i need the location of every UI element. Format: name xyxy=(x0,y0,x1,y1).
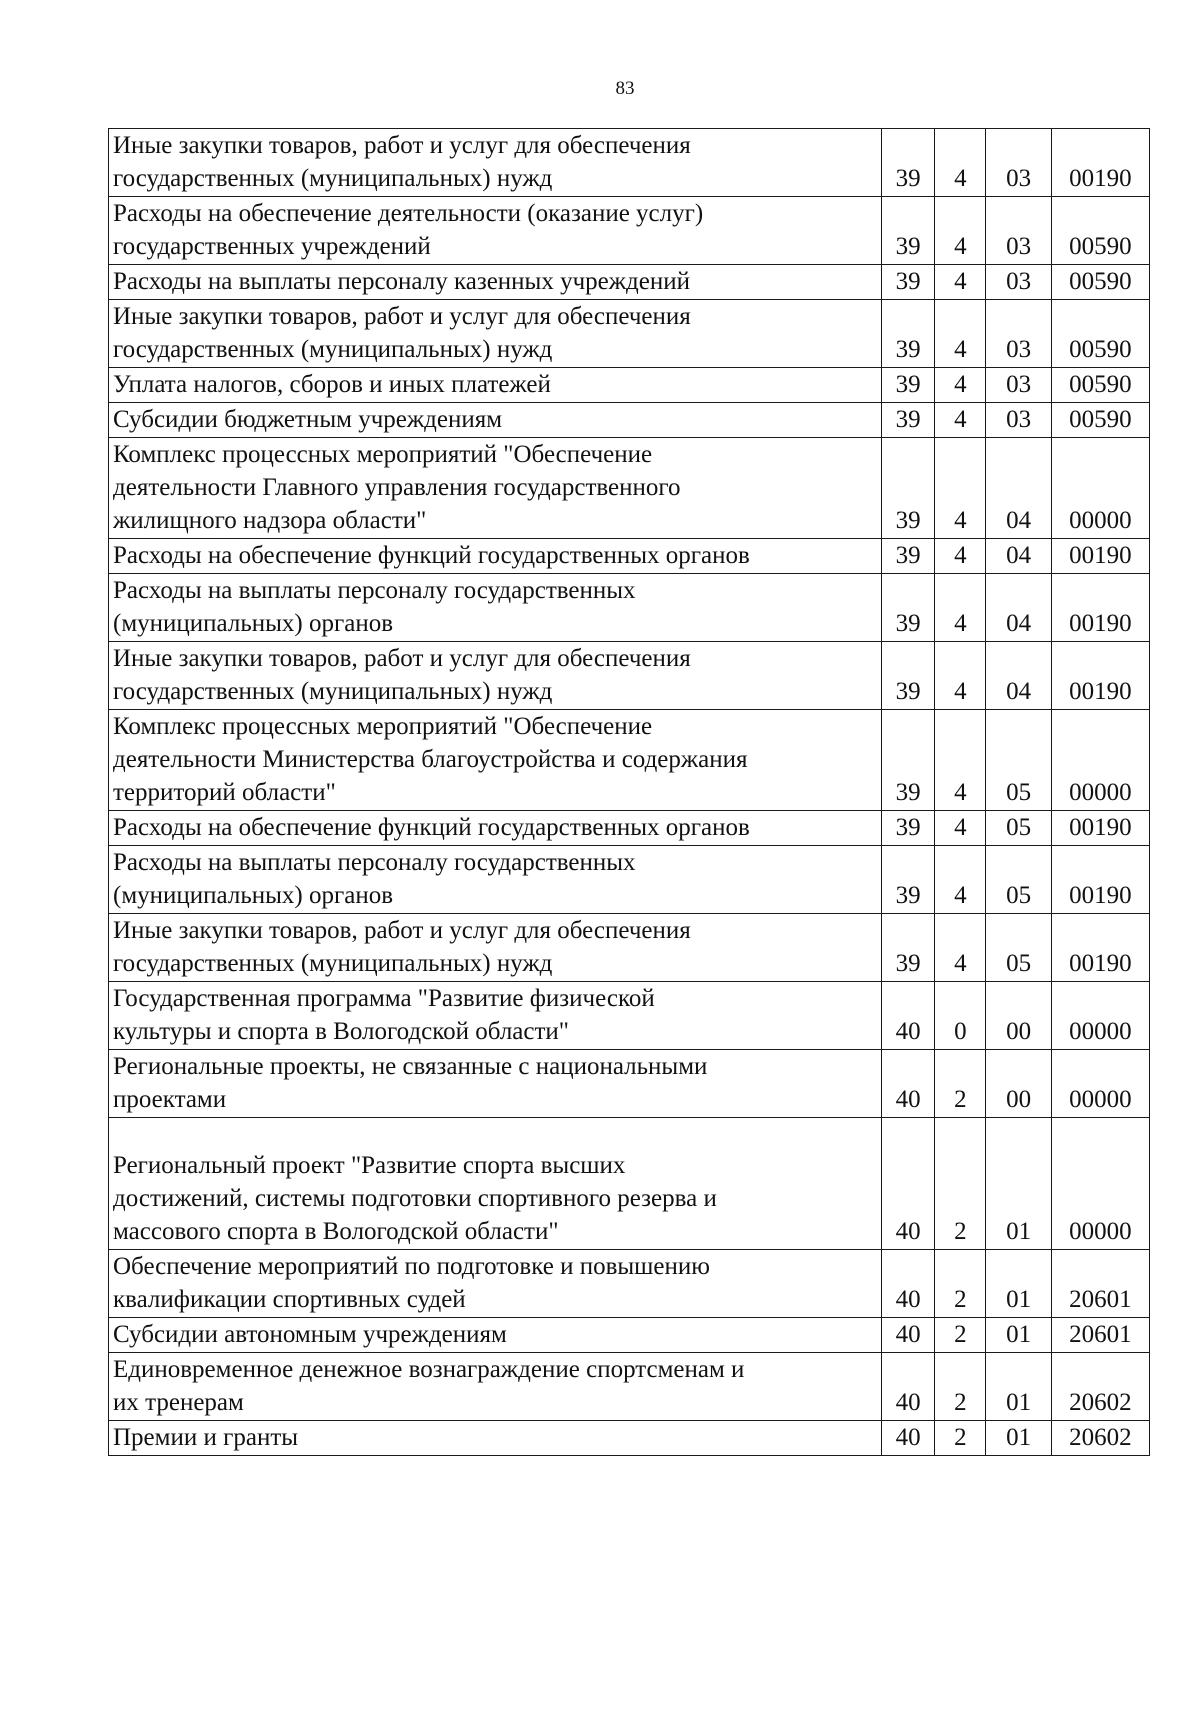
table-row xyxy=(109,642,1150,710)
table-row xyxy=(109,1118,1150,1250)
expense-name-cell: Уплата налогов, сборов и иных платежей xyxy=(109,368,882,403)
subprogram-code-cell: 4 xyxy=(935,368,986,403)
program-code-cell: 39 xyxy=(882,710,935,811)
section-code-cell: 00 xyxy=(986,1050,1051,1118)
section-code-cell: 00 xyxy=(986,982,1051,1050)
expense-name-cell: Расходы на обеспечение деятельности (оказание услуг) государственных учреждений xyxy=(109,197,882,265)
section-code-cell: 03 xyxy=(986,129,1051,197)
table-row xyxy=(109,1050,1150,1118)
section-code-cell: 05 xyxy=(986,914,1051,982)
section-code-cell: 01 xyxy=(986,1250,1051,1318)
program-code-cell: 39 xyxy=(882,197,935,265)
budget-classification-table xyxy=(108,128,1150,1456)
expense-name-cell: Расходы на выплаты персоналу государственных (муниципальных) органов xyxy=(109,574,882,642)
program-code-cell: 40 xyxy=(882,982,935,1050)
direction-code-cell: 00000 xyxy=(1051,1050,1149,1118)
table-row xyxy=(109,710,1150,811)
section-code-cell: 04 xyxy=(986,438,1051,539)
subprogram-code-cell: 4 xyxy=(935,300,986,368)
table-row xyxy=(109,300,1150,368)
table-row xyxy=(109,129,1150,197)
section-code-cell: 04 xyxy=(986,574,1051,642)
direction-code-cell: 00590 xyxy=(1051,368,1149,403)
expense-name-cell: Расходы на выплаты персоналу государственных (муниципальных) органов xyxy=(109,846,882,914)
subprogram-code-cell: 4 xyxy=(935,914,986,982)
expense-name-cell: Субсидии бюджетным учреждениям xyxy=(109,403,882,438)
direction-code-cell: 20601 xyxy=(1051,1250,1149,1318)
program-code-cell: 40 xyxy=(882,1050,935,1118)
table-row xyxy=(109,914,1150,982)
program-code-cell: 39 xyxy=(882,368,935,403)
subprogram-code-cell: 4 xyxy=(935,265,986,300)
direction-code-cell: 00190 xyxy=(1051,642,1149,710)
direction-code-cell: 00000 xyxy=(1051,982,1149,1050)
expense-name-cell: Расходы на обеспечение функций государственных органов xyxy=(109,811,882,846)
expense-name-cell: Иные закупки товаров, работ и услуг для обеспечения государственных (муниципальных) нужд xyxy=(109,300,882,368)
table-body xyxy=(109,129,1150,1456)
direction-code-cell: 00190 xyxy=(1051,129,1149,197)
direction-code-cell: 00000 xyxy=(1051,710,1149,811)
section-code-cell: 01 xyxy=(986,1318,1051,1353)
direction-code-cell: 00000 xyxy=(1051,438,1149,539)
direction-code-cell: 00190 xyxy=(1051,914,1149,982)
subprogram-code-cell: 2 xyxy=(935,1118,986,1250)
section-code-cell: 04 xyxy=(986,642,1051,710)
subprogram-code-cell: 4 xyxy=(935,539,986,574)
program-code-cell: 39 xyxy=(882,129,935,197)
subprogram-code-cell: 4 xyxy=(935,438,986,539)
table-row xyxy=(109,1318,1150,1353)
program-code-cell: 40 xyxy=(882,1318,935,1353)
expense-name-cell: Единовременное денежное вознаграждение спортсменам и их тренерам xyxy=(109,1353,882,1421)
subprogram-code-cell: 2 xyxy=(935,1421,986,1456)
program-code-cell: 39 xyxy=(882,574,935,642)
expense-name-cell: Комплекс процессных мероприятий "Обеспечение деятельности Главного управления государственного жилищного надзора области" xyxy=(109,438,882,539)
direction-code-cell: 00590 xyxy=(1051,197,1149,265)
table-row xyxy=(109,197,1150,265)
expense-name-cell: Иные закупки товаров, работ и услуг для обеспечения государственных (муниципальных) нужд xyxy=(109,642,882,710)
section-code-cell: 05 xyxy=(986,710,1051,811)
program-code-cell: 39 xyxy=(882,438,935,539)
subprogram-code-cell: 4 xyxy=(935,846,986,914)
table-row xyxy=(109,1250,1150,1318)
direction-code-cell: 20601 xyxy=(1051,1318,1149,1353)
direction-code-cell: 20602 xyxy=(1051,1353,1149,1421)
expense-name-cell: Премии и гранты xyxy=(109,1421,882,1456)
page-number: 83 xyxy=(615,78,635,99)
table-row xyxy=(109,1421,1150,1456)
direction-code-cell: 00190 xyxy=(1051,846,1149,914)
program-code-cell: 40 xyxy=(882,1250,935,1318)
expense-name-cell: Расходы на обеспечение функций государственных органов xyxy=(109,539,882,574)
section-code-cell: 03 xyxy=(986,403,1051,438)
subprogram-code-cell: 4 xyxy=(935,197,986,265)
section-code-cell: 03 xyxy=(986,368,1051,403)
expense-name-cell: Обеспечение мероприятий по подготовке и повышению квалификации спортивных судей xyxy=(109,1250,882,1318)
subprogram-code-cell: 0 xyxy=(935,982,986,1050)
expense-name-cell: Субсидии автономным учреждениям xyxy=(109,1318,882,1353)
expense-name-cell: Государственная программа "Развитие физической культуры и спорта в Вологодской области" xyxy=(109,982,882,1050)
section-code-cell: 03 xyxy=(986,197,1051,265)
section-code-cell: 04 xyxy=(986,539,1051,574)
table-row xyxy=(109,438,1150,539)
expense-name-cell: Региональный проект "Развитие спорта высших достижений, системы подготовки спортивного резерва и массового спорта в Вологодской области" xyxy=(109,1118,882,1250)
program-code-cell: 39 xyxy=(882,914,935,982)
expense-name-cell: Комплекс процессных мероприятий "Обеспечение деятельности Министерства благоустройства и содержания территорий области" xyxy=(109,710,882,811)
subprogram-code-cell: 4 xyxy=(935,642,986,710)
table-row xyxy=(109,539,1150,574)
subprogram-code-cell: 4 xyxy=(935,129,986,197)
table-row xyxy=(109,846,1150,914)
subprogram-code-cell: 4 xyxy=(935,403,986,438)
program-code-cell: 40 xyxy=(882,1421,935,1456)
program-code-cell: 39 xyxy=(882,265,935,300)
table-row xyxy=(109,1353,1150,1421)
section-code-cell: 05 xyxy=(986,811,1051,846)
section-code-cell: 03 xyxy=(986,300,1051,368)
program-code-cell: 40 xyxy=(882,1118,935,1250)
expense-name-cell: Иные закупки товаров, работ и услуг для обеспечения государственных (муниципальных) нужд xyxy=(109,914,882,982)
direction-code-cell: 00190 xyxy=(1051,539,1149,574)
subprogram-code-cell: 4 xyxy=(935,811,986,846)
table-row xyxy=(109,982,1150,1050)
expense-name-cell: Иные закупки товаров, работ и услуг для обеспечения государственных (муниципальных) нужд xyxy=(109,129,882,197)
section-code-cell: 01 xyxy=(986,1421,1051,1456)
table-row xyxy=(109,368,1150,403)
program-code-cell: 39 xyxy=(882,403,935,438)
table-row xyxy=(109,811,1150,846)
subprogram-code-cell: 2 xyxy=(935,1318,986,1353)
section-code-cell: 01 xyxy=(986,1118,1051,1250)
subprogram-code-cell: 2 xyxy=(935,1353,986,1421)
expense-name-cell: Расходы на выплаты персоналу казенных учреждений xyxy=(109,265,882,300)
direction-code-cell: 00190 xyxy=(1051,811,1149,846)
section-code-cell: 01 xyxy=(986,1353,1051,1421)
direction-code-cell: 00590 xyxy=(1051,265,1149,300)
expense-name-cell: Региональные проекты, не связанные с национальными проектами xyxy=(109,1050,882,1118)
program-code-cell: 39 xyxy=(882,811,935,846)
program-code-cell: 39 xyxy=(882,846,935,914)
subprogram-code-cell: 2 xyxy=(935,1050,986,1118)
subprogram-code-cell: 4 xyxy=(935,710,986,811)
direction-code-cell: 00190 xyxy=(1051,574,1149,642)
direction-code-cell: 00000 xyxy=(1051,1118,1149,1250)
direction-code-cell: 00590 xyxy=(1051,300,1149,368)
section-code-cell: 05 xyxy=(986,846,1051,914)
program-code-cell: 40 xyxy=(882,1353,935,1421)
program-code-cell: 39 xyxy=(882,539,935,574)
table-row xyxy=(109,403,1150,438)
program-code-cell: 39 xyxy=(882,642,935,710)
direction-code-cell: 00590 xyxy=(1051,403,1149,438)
subprogram-code-cell: 4 xyxy=(935,574,986,642)
subprogram-code-cell: 2 xyxy=(935,1250,986,1318)
table-row xyxy=(109,574,1150,642)
table-row xyxy=(109,265,1150,300)
direction-code-cell: 20602 xyxy=(1051,1421,1149,1456)
section-code-cell: 03 xyxy=(986,265,1051,300)
program-code-cell: 39 xyxy=(882,300,935,368)
